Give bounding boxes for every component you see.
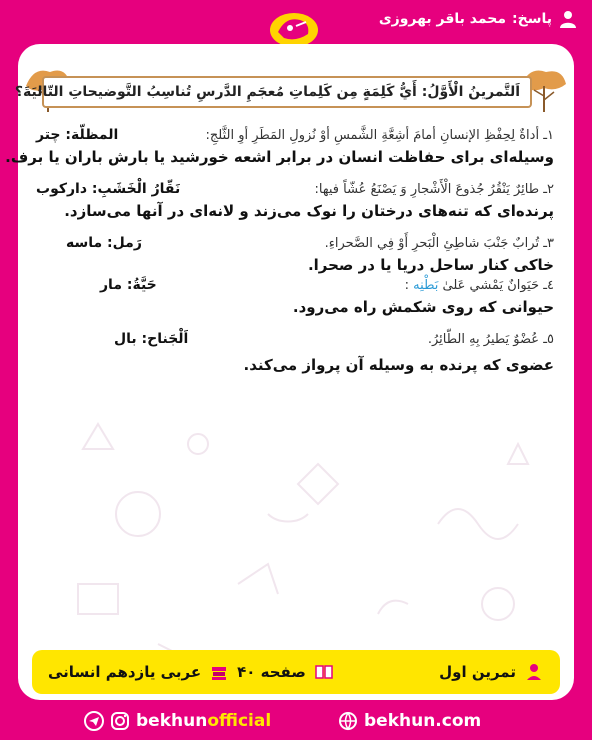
- list-item: [36, 328, 554, 374]
- item-word: المظلّة: چتر: [36, 127, 119, 143]
- instagram-icon[interactable]: [110, 711, 130, 731]
- lesson-info-bar: [32, 650, 560, 694]
- telegram-icon[interactable]: [84, 711, 104, 731]
- item-word: نَقّارُ الْخَشَبِ: دارکوب: [36, 181, 181, 197]
- item-definition: ٤ـ حَيَوانٌ يَمْشي عَلىٰ بَطْنِه :: [404, 277, 554, 293]
- footer: [0, 706, 592, 736]
- exercise-banner: [14, 76, 532, 108]
- item-word: اَلْجَناح: بال: [114, 331, 189, 347]
- list-item: [36, 232, 554, 274]
- person-icon: [524, 662, 544, 682]
- book-icon: [314, 662, 334, 682]
- author-name: محمد باقر بهروزی: [378, 11, 507, 27]
- item-definition: ٥ـ عُضْوٌ يَطيرُ بِهِ الطّائِرُ.: [427, 331, 554, 347]
- answer-header: [379, 10, 578, 28]
- exercise-label: تمرین اول: [439, 662, 544, 682]
- stack-books-icon: [209, 662, 229, 682]
- user-icon: [558, 9, 578, 29]
- globe-icon: [338, 711, 358, 731]
- item-arabic-line: [36, 178, 554, 200]
- item-definition: ٢ـ طائِرٌ يَنْقُرُ جُذوعَ الْأَشْجارِ وَ يَصْنَعُ عُشّاً فيها:: [314, 181, 554, 197]
- item-arabic-line: [36, 124, 554, 146]
- item-word: رَمل: ماسه: [66, 235, 142, 251]
- item-persian-translation: وسیله‌ای برای حفاظت انسان در برابر اشعه خورشید یا بارش باران یا برف.: [5, 148, 554, 166]
- item-persian-translation: خاکی کنار ساحل دریا یا در صحرا.: [307, 256, 554, 274]
- item-definition: ١ـ أداةٌ لِحِفْظِ الإنسانِ أمامَ أشِعَّةِ الشَّمسِ أوْ نُزولِ المَطَرِ أوِ الثَّلجِ:: [205, 127, 554, 143]
- list-item: [36, 178, 554, 220]
- list-item: [36, 274, 554, 316]
- handle-text: bekhunofficial: [136, 711, 272, 731]
- highlighted-word: بَطْنِه: [413, 277, 439, 293]
- answer-label: پاسخ:: [512, 11, 552, 27]
- item-definition: ٣ـ تُرابٌ جَنْبَ شاطِئِ الْبَحرِ أَوْ فِي الصَّحراءِ.: [324, 235, 554, 251]
- item-arabic-line: [36, 274, 554, 296]
- item-persian-translation: حیوانی که روی شکمش راه می‌رود.: [292, 298, 554, 316]
- item-arabic-line: [36, 232, 554, 254]
- item-persian-translation: پرنده‌ای که تنه‌های درختان را نوک می‌زند و لانه‌ای در آنها می‌سازد.: [64, 202, 554, 220]
- item-arabic-line: [36, 328, 554, 350]
- item-word: حَيَّةُ: مار: [100, 277, 157, 293]
- page-label: صفحه ۴۰ عربی یازدهم انسانی: [48, 662, 334, 682]
- list-item: [5, 124, 554, 166]
- item-persian-translation: عضوی که پرنده به وسیله آن پرواز می‌کند.: [243, 356, 554, 374]
- website-link[interactable]: bekhun.com: [338, 711, 481, 731]
- social-handle[interactable]: [84, 711, 271, 731]
- exercise-title: اَلتَّمرینُ الْأَوَّلُ: أَيُّ كَلِمَةٍ مِن كَلِماتِ مُعجَمِ الدَّرسِ تُناسِبُ التَّوضيحاتِ التّاليَةَ؟: [14, 84, 520, 100]
